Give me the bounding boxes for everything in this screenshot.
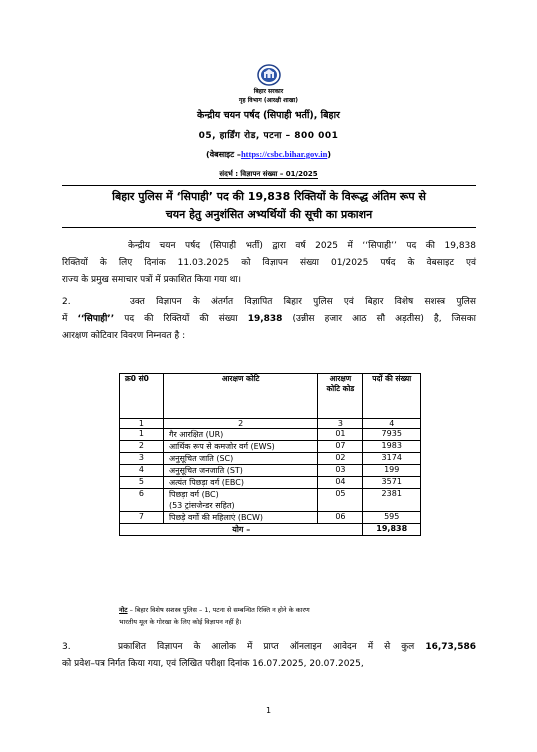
row-serial: 1 <box>120 429 164 441</box>
table-row <box>120 453 421 465</box>
table-header-row <box>120 374 421 419</box>
colnum-1: 1 <box>120 419 164 429</box>
paragraph-3 <box>62 639 476 673</box>
website-link[interactable]: https://csbc.bihar.gov.in <box>240 149 328 159</box>
row-count: 7935 <box>363 429 421 441</box>
row-count: 1983 <box>363 441 421 453</box>
para3-number: 3. <box>62 642 71 652</box>
row-serial: 3 <box>120 453 164 465</box>
note-line-2: भारतीय मूल के गोरखा के लिए कोई विज्ञापन नहीं है। <box>119 618 242 626</box>
para1-line-1: केन्द्रीय चयन पर्षद (सिपाही भर्ती) द्वारा वर्ष 2025 में ‘‘सिपाही’’ पद की 19,838 <box>128 241 476 251</box>
colnum-3: 3 <box>318 419 363 429</box>
total-label: योग – <box>120 524 363 536</box>
table-row <box>120 465 421 477</box>
reservation-table <box>119 373 421 536</box>
row-serial: 4 <box>120 465 164 477</box>
table-row <box>120 489 421 512</box>
para2-line-2-pre: में <box>62 314 68 324</box>
row-count: 2381 <box>363 489 421 512</box>
row-code: 04 <box>318 477 363 489</box>
header-serial: क्र0 सं0 <box>120 374 164 419</box>
board-address: 05, हार्डिंग रोड, पटना – 800 001 <box>198 131 339 141</box>
title-line-2: चयन हेतु अनुशंसित अभ्यर्थियों की सूची का प्रकाशन <box>165 208 373 221</box>
department-name: गृह विभाग (आरक्षी शाखा) <box>239 97 298 104</box>
row-code: 06 <box>318 512 363 524</box>
para3-line-2: को प्रवेश–पत्र निर्गत किया गया, एवं लिखित परीक्षा दिनांक 16.07.2025, 20.07.2025, <box>62 659 364 669</box>
row-count: 595 <box>363 512 421 524</box>
row-category-line-2: (53 ट्रांसजेन्डर सहित) <box>168 501 235 510</box>
row-category: अनुसूचित जनजाति (ST) <box>163 465 317 477</box>
para2-line-3: आरक्षण कोटिवार विवरण निम्नवत है : <box>62 331 186 341</box>
para3-line-1 <box>62 639 476 656</box>
title-line-1: बिहार पुलिस में ‘सिपाही’ पद की 19,838 रिक्तियों के विरूद्ध अंतिम रूप से <box>112 190 426 203</box>
row-category-line-1: पिछड़ा वर्ग (BC) <box>168 490 219 499</box>
row-code: 01 <box>318 429 363 441</box>
note-line-1 <box>119 604 449 616</box>
row-category: पिछड़े वर्गो की महिलाएं (BCW) <box>163 512 317 524</box>
para1-line-3: राज्य के प्रमुख समाचार पत्रों में प्रकाशित किया गया था। <box>62 275 242 285</box>
para3-line-1-text: प्रकाशित विज्ञापन के आलोक में प्राप्त ऑनलाइन आवेदन में से कुल <box>118 642 415 652</box>
reference-text: संदर्भ : विज्ञापन संख्या – 01/2025 <box>219 170 318 178</box>
para2-line-2-end: (उन्नीस हजार आठ सौ अड़तीस) है, जिसका <box>292 314 476 324</box>
post-name-bold: ‘‘सिपाही’’ <box>77 314 115 324</box>
row-serial: 5 <box>120 477 164 489</box>
note-text-1: – बिहार विशेष सशस्त्र पुलिस – 1, पटना से सम्बन्धित रिक्ति न होने के कारण <box>129 606 310 614</box>
board-name: केन्द्रीय चयन पर्षद (सिपाही भर्ती), बिहार <box>197 110 340 121</box>
colnum-4: 4 <box>363 419 421 429</box>
row-count: 3174 <box>363 453 421 465</box>
header-category: आरक्षण कोटि <box>163 374 317 419</box>
admit-count-bold: 16,73,586 <box>425 642 476 652</box>
row-code: 05 <box>318 489 363 512</box>
table-colnum-row <box>120 419 421 429</box>
row-serial: 2 <box>120 441 164 453</box>
website-prefix: (वेबसाइट – <box>206 150 241 159</box>
paragraph-2 <box>62 294 476 345</box>
row-category: अत्यंत पिछड़ा वर्ग (EBC) <box>163 477 317 489</box>
table-row <box>120 512 421 524</box>
table-row <box>120 441 421 453</box>
vacancy-count-bold: 19,838 <box>247 314 283 324</box>
title-top-rule <box>62 185 476 186</box>
row-count: 3571 <box>363 477 421 489</box>
row-category: आर्थिक रूप से कमजोर वर्ग (EWS) <box>163 441 317 453</box>
row-category <box>163 489 317 512</box>
para2-line-1 <box>62 294 476 311</box>
website-suffix: ) <box>327 150 331 159</box>
note-label: नोट <box>119 606 128 614</box>
para2-line-2-mid: पद की रिक्तियों की संख्या <box>124 314 238 324</box>
row-code: 07 <box>318 441 363 453</box>
para1-line-2: रिक्तियों के लिए दिनांक 11.03.2025 को विज्ञापन संख्या 01/2025 पर्षद के वेबसाइट एवं <box>62 258 476 268</box>
table-total-row <box>120 524 421 536</box>
row-count: 199 <box>363 465 421 477</box>
header-count: पदों की संख्या <box>363 374 421 419</box>
website-line <box>0 149 537 160</box>
row-serial: 6 <box>120 489 164 512</box>
bihar-emblem-icon <box>256 64 282 86</box>
header-code: आरक्षण कोटि कोड <box>318 374 363 419</box>
reference-line <box>0 170 537 179</box>
para2-line-2 <box>62 311 476 328</box>
row-category: अनुसूचित जाति (SC) <box>163 453 317 465</box>
para2-line-1-text: उक्त विज्ञापन के अंतर्गत विज्ञापित बिहार पुलिस एवं बिहार विशेष सशस्त्र पुलिस <box>130 297 476 307</box>
colnum-2: 2 <box>163 419 317 429</box>
paragraph-1 <box>62 238 476 289</box>
row-code: 03 <box>318 465 363 477</box>
page-number: 1 <box>265 706 272 715</box>
para2-number: 2. <box>62 297 71 307</box>
table-note <box>119 604 449 628</box>
table-row <box>120 429 421 441</box>
row-category: गैर आरक्षित (UR) <box>163 429 317 441</box>
government-name: बिहार सरकार <box>253 88 284 95</box>
row-serial: 7 <box>120 512 164 524</box>
row-code: 02 <box>318 453 363 465</box>
table-row <box>120 477 421 489</box>
total-value: 19,838 <box>363 524 421 536</box>
title-bottom-rule <box>62 227 476 228</box>
document-title <box>62 188 476 224</box>
